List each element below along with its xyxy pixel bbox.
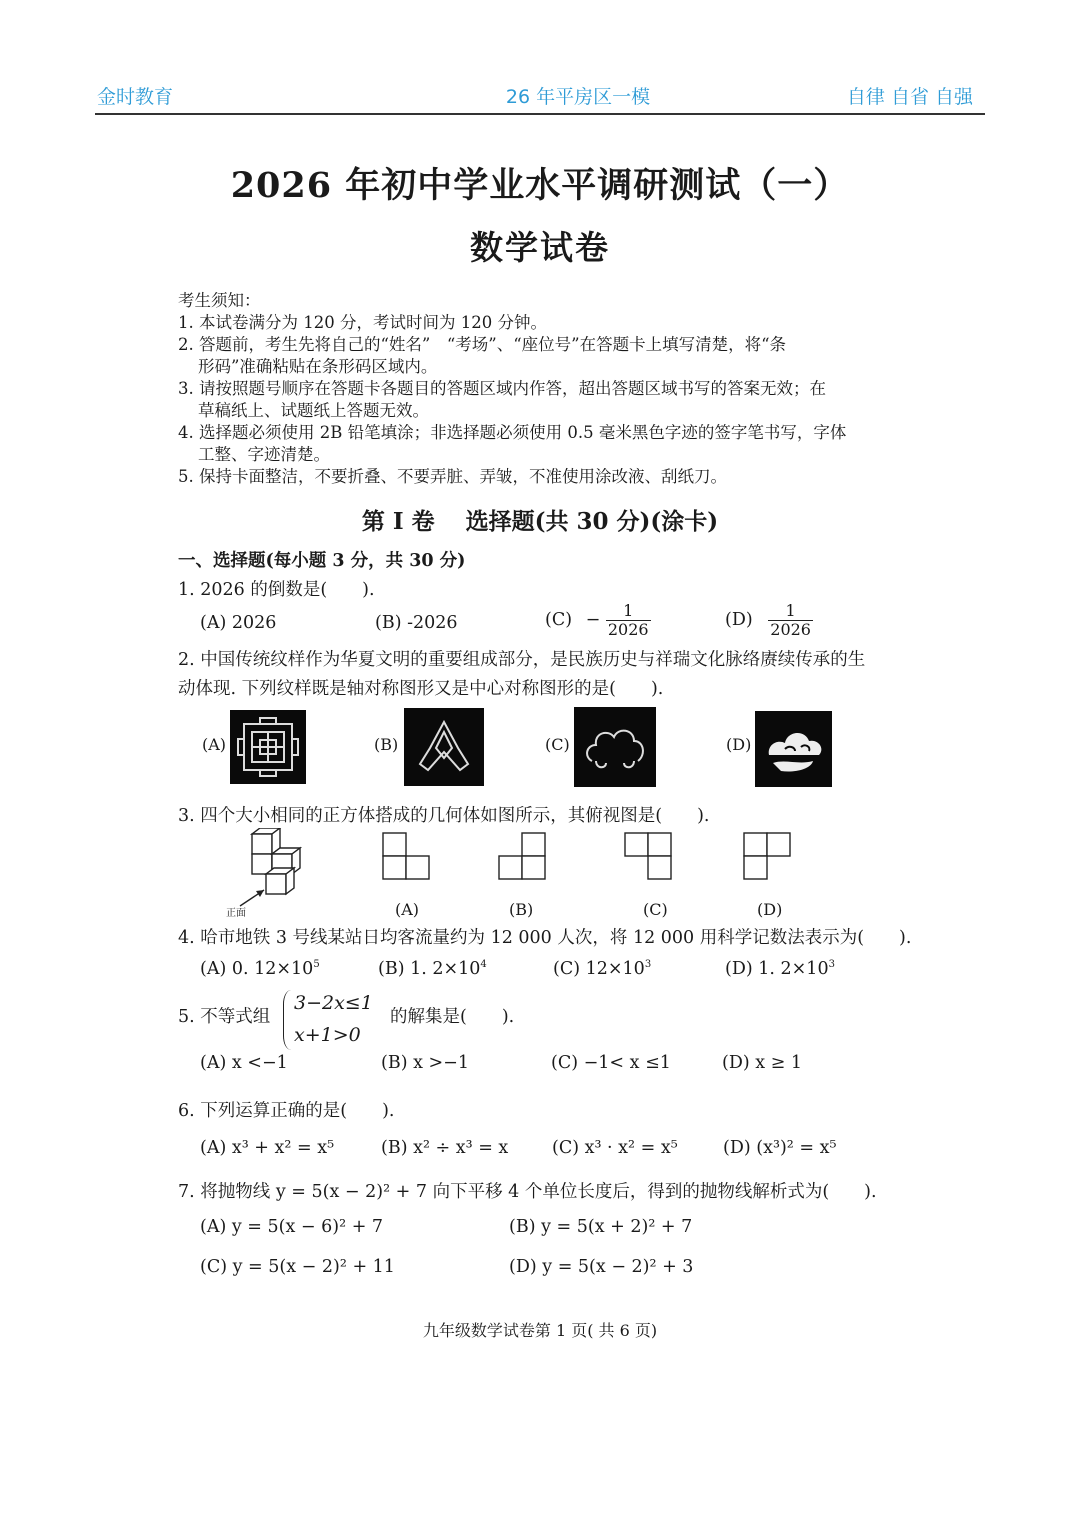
cloud-pattern-icon	[574, 707, 656, 787]
q4-d-base: (D) 1. 2×10	[725, 959, 829, 979]
q2-pattern-a	[230, 710, 306, 784]
note-3-cont: 草稿纸上、试题纸上答题无效。	[198, 401, 429, 420]
q4-stem: 4. 哈市地铁 3 号线某站日均客流量约为 12 000 人次，将 12 000 用科学记数法表示为( ).	[178, 928, 912, 948]
q5-inequality-2: x+1>0	[294, 1024, 361, 1046]
q1-option-b: (B) -2026	[375, 613, 458, 633]
q2-pattern-b	[404, 708, 484, 786]
exam-subject: 数学试卷	[470, 228, 610, 267]
q1-option-c	[545, 602, 651, 639]
section-heading: 第 Ⅰ 卷 选择题(共 30 分)(涂卡)	[361, 508, 719, 535]
swirl-cloud-pattern-icon	[755, 711, 832, 787]
q2-label-a: (A)	[202, 735, 227, 754]
q4-d-exponent: 3	[828, 959, 835, 971]
q3-front-label: 正面	[226, 908, 246, 919]
header-exam-name: 26 年平房区一模	[505, 86, 651, 108]
q4-b-base: (B) 1. 2×10	[378, 959, 481, 979]
q5-inequality-1: 3−2x≤1	[294, 992, 373, 1014]
q4-a-base: (A) 0. 12×10	[200, 959, 314, 979]
q4-c-exponent: 3	[644, 959, 652, 971]
q4-option-a	[200, 959, 320, 979]
fret-pattern-icon	[230, 710, 306, 784]
page-footer: 九年级数学试卷第 1 页( 共 6 页)	[422, 1321, 658, 1340]
q7-option-b: (B) y = 5(x + 2)² + 7	[509, 1217, 693, 1237]
q5-option-c: (C) −1< x ≤1	[551, 1053, 671, 1073]
exam-title: 2026 年初中学业水平调研测试（一）	[230, 165, 850, 206]
note-5: 5. 保持卡面整洁，不要折叠、不要弄脏、弄皱，不准使用涂改液、刮纸刀。	[178, 467, 727, 486]
q1-d-label: (D)	[725, 610, 753, 630]
note-1: 1. 本试卷满分为 120 分，考试时间为 120 分钟。	[178, 313, 547, 332]
q5-option-b: (B) x >−1	[381, 1053, 469, 1073]
q1-stem: 1. 2026 的倒数是( ).	[178, 580, 375, 600]
q4-option-b	[378, 959, 487, 979]
q3-view-d	[743, 832, 791, 880]
q6-option-c: (C) x³ · x² = x⁵	[552, 1138, 678, 1158]
header-rule	[95, 113, 985, 115]
q3-label-a: (A)	[395, 900, 420, 919]
q1-c-sign: −	[585, 610, 601, 630]
q4-option-c	[553, 959, 651, 979]
q5-option-a: (A) x <−1	[200, 1053, 288, 1073]
notes-heading: 考生须知：	[178, 291, 261, 310]
q7-stem: 7. 将抛物线 y = 5(x − 2)² + 7 向下平移 4 个单位长度后，得到的抛物线解析式为( ).	[178, 1182, 877, 1202]
q2-label-d: (D)	[726, 735, 752, 754]
q1-c-numerator: 1	[606, 602, 651, 621]
q7-option-c: (C) y = 5(x − 2)² + 11	[200, 1257, 395, 1277]
q4-c-base: (C) 12×10	[553, 959, 645, 979]
q3-stem: 3. 四个大小相同的正方体搭成的几何体如图所示，其俯视图是( ).	[178, 806, 710, 826]
q4-a-exponent: 5	[313, 959, 320, 971]
q1-d-denominator: 2026	[770, 620, 811, 639]
q4-option-d	[725, 959, 835, 979]
q2-label-c: (C)	[545, 735, 570, 754]
q1-c-denominator: 2026	[607, 620, 649, 639]
q7-option-d: (D) y = 5(x − 2)² + 3	[509, 1257, 694, 1277]
q3-label-d: (D)	[757, 900, 783, 919]
part-heading: 一、选择题(每小题 3 分，共 30 分)	[178, 551, 466, 571]
y-shape-pattern-icon	[404, 708, 484, 786]
q1-d-numerator: 1	[768, 602, 813, 621]
q3-label-c: (C)	[643, 900, 668, 919]
note-2: 2. 答题前，考生先将自己的“姓名” “考场”、“座位号”在答题卡上填写清楚，将“条	[178, 335, 787, 354]
note-4: 4. 选择题必须使用 2B 铅笔填涂；非选择题必须使用 0.5 毫米黑色字迹的签字笔书写，字体	[178, 423, 847, 442]
q2-stem-line2: 动体现. 下列纹样既是轴对称图形又是中心对称图形的是( ).	[178, 679, 664, 699]
q6-stem: 6. 下列运算正确的是( ).	[178, 1101, 395, 1121]
q3-label-b: (B)	[509, 900, 534, 919]
q6-option-b: (B) x² ÷ x³ = x	[381, 1138, 509, 1158]
note-3: 3. 请按照题号顺序在答题卡各题目的答题区域内作答，超出答题区域书写的答案无效；在	[178, 379, 826, 398]
q6-option-a: (A) x³ + x² = x⁵	[200, 1138, 335, 1158]
candidate-notes	[178, 290, 923, 488]
q1-d-fraction	[768, 602, 813, 639]
q4-b-exponent: 4	[480, 959, 487, 971]
q3-view-a	[382, 832, 430, 880]
header-motto: 自律 自省 自强	[846, 86, 973, 108]
q1-c-fraction	[606, 602, 651, 639]
q1-option-a: (A) 2026	[200, 613, 277, 633]
q3-view-c	[624, 832, 672, 880]
q5-brace	[283, 990, 294, 1050]
q2-label-b: (B)	[374, 735, 399, 754]
q5-option-d: (D) x ≥ 1	[722, 1053, 803, 1073]
q3-view-b	[498, 832, 546, 880]
q2-stem-line1: 2. 中国传统纹样作为华夏文明的重要组成部分，是民族历史与祥瑞文化脉络赓续传承的生	[178, 650, 866, 670]
q7-option-a: (A) y = 5(x − 6)² + 7	[200, 1217, 384, 1237]
q5-stem-pre: 5. 不等式组	[178, 1007, 271, 1027]
q1-option-d	[725, 602, 813, 639]
note-2-cont: 形码”准确粘贴在条形码区域内。	[198, 357, 438, 376]
q6-option-d: (D) (x³)² = x⁵	[723, 1138, 837, 1158]
q2-pattern-c	[574, 707, 656, 787]
q1-c-label: (C)	[545, 610, 573, 630]
q5-stem-post: 的解集是( ).	[390, 1007, 515, 1027]
note-4-cont: 工整、字迹清楚。	[198, 445, 330, 464]
q2-pattern-d	[755, 711, 832, 787]
header-brand: 金时教育	[97, 86, 174, 108]
